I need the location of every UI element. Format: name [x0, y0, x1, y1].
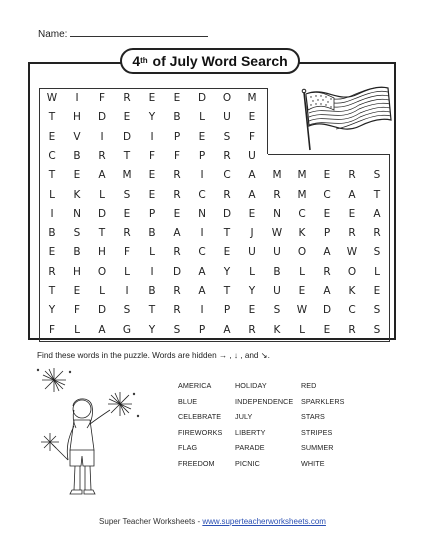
grid-letter: E — [223, 246, 231, 259]
grid-letter: S — [273, 304, 281, 317]
grid-letter: E — [148, 92, 156, 104]
grid-letter: H — [98, 246, 106, 259]
word-list-item: PARADE — [235, 443, 265, 453]
grid-letter: M — [297, 169, 307, 182]
grid-letter: S — [373, 323, 381, 336]
footer-prefix: Super Teacher Worksheets - — [99, 517, 203, 526]
grid-letter: E — [173, 207, 181, 220]
grid-letter: N — [73, 207, 81, 220]
grid-letter: M — [247, 92, 257, 104]
grid-letter: S — [123, 304, 131, 317]
word-list-item: STARS — [301, 412, 325, 422]
grid-letter: C — [323, 188, 331, 201]
grid-letter: P — [198, 323, 206, 336]
grid-letter: T — [223, 285, 231, 297]
grid-letter: O — [297, 246, 307, 259]
grid-letter: E — [323, 323, 331, 336]
grid-letter: A — [173, 227, 181, 240]
grid-letter: R — [348, 323, 356, 336]
grid-letter: I — [50, 207, 54, 220]
grid-letter: E — [148, 169, 156, 182]
grid-letter: T — [223, 227, 231, 240]
grid-letter: W — [46, 92, 58, 104]
grid-letter: S — [123, 188, 131, 201]
grid-letter: W — [271, 227, 283, 240]
grid-letter: E — [248, 111, 256, 124]
grid-letter: E — [248, 304, 256, 317]
grid-letter: F — [48, 323, 56, 336]
grid-letter: D — [122, 130, 132, 143]
grid-letter: W — [296, 304, 308, 317]
grid-letter: I — [75, 92, 79, 104]
grid-letter: E — [73, 285, 81, 297]
grid-letter: C — [348, 304, 356, 317]
grid-letter: D — [172, 265, 182, 278]
grid-letter: R — [173, 188, 181, 201]
grid-letter: L — [99, 188, 105, 201]
grid-letter: P — [323, 227, 331, 240]
grid-letter: N — [273, 207, 281, 220]
grid-letter: S — [223, 130, 231, 143]
word-list-item: LIBERTY — [235, 427, 266, 437]
grid-letter: Y — [48, 304, 56, 317]
word-list-item: FLAG — [178, 443, 198, 453]
grid-letter: M — [272, 169, 282, 182]
instructions: Find these words in the puzzle. Words are hidden → , ↓ , and ↘. — [37, 351, 270, 360]
grid-letter: S — [373, 246, 381, 259]
grid-letter: L — [124, 265, 130, 278]
word-list-item: FIREWORKS — [178, 427, 223, 437]
grid-letter: K — [273, 323, 281, 336]
grid-letter: R — [223, 188, 231, 201]
grid-letter: J — [250, 227, 254, 240]
grid-letter: A — [348, 188, 356, 201]
grid-letter: R — [123, 227, 131, 240]
grid-letter: M — [297, 188, 307, 201]
grid-letter: R — [223, 149, 231, 162]
name-row — [38, 27, 208, 40]
grid-letter: G — [122, 323, 132, 336]
word-list-item: HOLIDAY — [235, 381, 267, 390]
grid-letter: T — [48, 111, 56, 124]
grid-letter: A — [198, 265, 206, 278]
grid-letter: D — [197, 92, 207, 104]
grid-letter: I — [125, 285, 129, 297]
grid-letter: A — [248, 169, 256, 182]
grid-letter: L — [199, 111, 205, 124]
worksheet-title: 4 th of July Word Search — [120, 48, 300, 74]
grid-letter: W — [346, 246, 358, 259]
grid-letter: R — [98, 149, 106, 162]
grid-letter: E — [348, 207, 356, 220]
grid-letter: E — [323, 169, 331, 182]
grid-letter: F — [248, 130, 256, 143]
grid-letter: K — [298, 227, 306, 240]
grid-letter: T — [123, 149, 131, 162]
grid-letter: B — [73, 246, 81, 259]
grid-letter: T — [48, 169, 56, 182]
grid-letter: C — [223, 169, 231, 182]
grid-letter: A — [323, 285, 331, 297]
grid-letter: A — [98, 169, 106, 182]
grid-letter: N — [198, 207, 206, 220]
grid-letter: B — [173, 111, 181, 124]
grid-letter: M — [122, 169, 132, 182]
grid-letter: E — [48, 246, 56, 259]
grid-letter: S — [173, 323, 181, 336]
word-list-item: BLUE — [178, 396, 198, 406]
grid-letter: Y — [223, 265, 231, 278]
grid-letter: F — [98, 92, 106, 104]
grid-letter: B — [48, 227, 56, 240]
grid-letter: E — [73, 169, 81, 182]
grid-letter: U — [223, 111, 231, 124]
grid-letter: H — [73, 265, 81, 278]
grid-letter: A — [373, 207, 381, 220]
grid-letter: S — [373, 304, 381, 317]
word-list-item: RED — [301, 381, 317, 390]
grid-letter: R — [323, 265, 331, 278]
grid-letter: R — [173, 169, 181, 182]
word-list-item: INDEPENDENCE — [235, 396, 294, 406]
grid-letter: Y — [148, 323, 156, 336]
grid-letter: A — [323, 246, 331, 259]
grid-letter: D — [97, 304, 107, 317]
grid-letter: A — [248, 188, 256, 201]
grid-letter: K — [348, 285, 356, 297]
grid-letter: L — [249, 265, 255, 278]
grid-letter: Y — [248, 285, 256, 297]
word-list-item: PICNIC — [235, 459, 260, 468]
grid-letter: I — [200, 227, 204, 240]
grid-letter: T — [148, 304, 156, 317]
grid-letter: R — [48, 265, 56, 278]
grid-letter: E — [123, 207, 131, 220]
grid-letter: R — [173, 246, 181, 259]
grid-letter: Y — [148, 111, 156, 124]
grid-letter: U — [273, 285, 281, 297]
word-list-item: FREEDOM — [178, 459, 215, 468]
grid-letter: U — [273, 246, 281, 259]
grid-letter: E — [298, 285, 306, 297]
title-number: 4 — [132, 53, 141, 69]
grid-letter: F — [73, 304, 81, 317]
grid-letter: V — [73, 130, 81, 143]
grid-letter: I — [150, 265, 154, 278]
grid-letter: L — [74, 323, 80, 336]
girl-with-sparkler-icon — [30, 364, 160, 504]
grid-letter: T — [98, 227, 106, 240]
grid-letter: S — [373, 169, 381, 182]
grid-letter: P — [223, 304, 231, 317]
grid-letter: U — [248, 246, 256, 259]
grid-letter: E — [48, 130, 56, 143]
grid-letter: I — [150, 130, 154, 143]
grid-letter: I — [200, 304, 204, 317]
word-list-item: AMERICA — [178, 381, 212, 390]
grid-letter: P — [173, 130, 181, 143]
grid-letter: E — [373, 285, 381, 297]
grid-letter: F — [123, 246, 131, 259]
grid-letter: T — [48, 285, 56, 297]
grid-letter: B — [148, 227, 156, 240]
grid-letter: E — [148, 188, 156, 201]
grid-letter: I — [100, 130, 104, 143]
grid-letter: L — [49, 188, 55, 201]
word-list-item: JULY — [235, 412, 253, 422]
grid-letter: A — [223, 323, 231, 336]
grid-letter: R — [173, 304, 181, 317]
grid-letter: C — [198, 246, 206, 259]
grid-letter: D — [322, 304, 332, 317]
grid-letter: F — [148, 149, 156, 162]
grid-letter: O — [347, 265, 357, 278]
grid-letter: D — [97, 111, 107, 124]
grid-letter: D — [97, 207, 107, 220]
grid-letter: I — [200, 169, 204, 182]
grid-letter: E — [248, 207, 256, 220]
grid-letter: H — [73, 111, 81, 124]
grid-letter: K — [73, 188, 81, 201]
word-list-item: STRIPES — [301, 427, 333, 437]
grid-letter: E — [198, 130, 206, 143]
title-text: of July Word Search — [148, 53, 288, 69]
grid-letter: L — [299, 265, 305, 278]
grid-letter: C — [48, 149, 56, 162]
name-line[interactable] — [70, 27, 208, 37]
grid-letter: E — [173, 92, 181, 104]
grid-letter: L — [299, 323, 305, 336]
grid-letter: R — [173, 285, 181, 297]
grid-letter: B — [73, 149, 81, 162]
grid-letter: E — [123, 111, 131, 124]
american-flag-icon — [296, 74, 396, 152]
name-label: Name: — [38, 29, 68, 40]
grid-letter: P — [148, 207, 156, 220]
grid-letter: O — [222, 92, 232, 104]
word-list-item: CELEBRATE — [178, 412, 222, 422]
grid-letter: C — [298, 207, 306, 220]
grid-letter: F — [173, 149, 181, 162]
grid-letter: R — [348, 227, 356, 240]
grid-letter: R — [123, 92, 131, 104]
word-list-item: WHITE — [301, 459, 325, 468]
grid-letter: T — [373, 188, 381, 201]
grid-letter: C — [198, 188, 206, 201]
footer — [0, 517, 425, 526]
grid-letter: L — [149, 246, 155, 259]
word-list-item: SUMMER — [301, 443, 334, 453]
grid-letter: U — [248, 149, 256, 162]
grid-letter: R — [273, 188, 281, 201]
grid-letter: R — [248, 323, 256, 336]
grid-letter: O — [97, 265, 107, 278]
grid-letter: L — [99, 285, 105, 297]
grid-letter: L — [374, 265, 380, 278]
grid-letter: A — [198, 285, 206, 297]
word-list-item: SPARKLERS — [301, 396, 345, 406]
grid-letter: P — [198, 149, 206, 162]
grid-letter: R — [348, 169, 356, 182]
footer-link[interactable]: www.superteacherworksheets.com — [202, 517, 326, 526]
grid-letter: E — [323, 207, 331, 220]
grid-letter: A — [98, 323, 106, 336]
grid-letter: B — [148, 285, 156, 297]
grid-letter: S — [73, 227, 81, 240]
grid-letter: B — [273, 265, 281, 278]
grid-letter: R — [373, 227, 381, 240]
grid-letter: D — [222, 207, 232, 220]
